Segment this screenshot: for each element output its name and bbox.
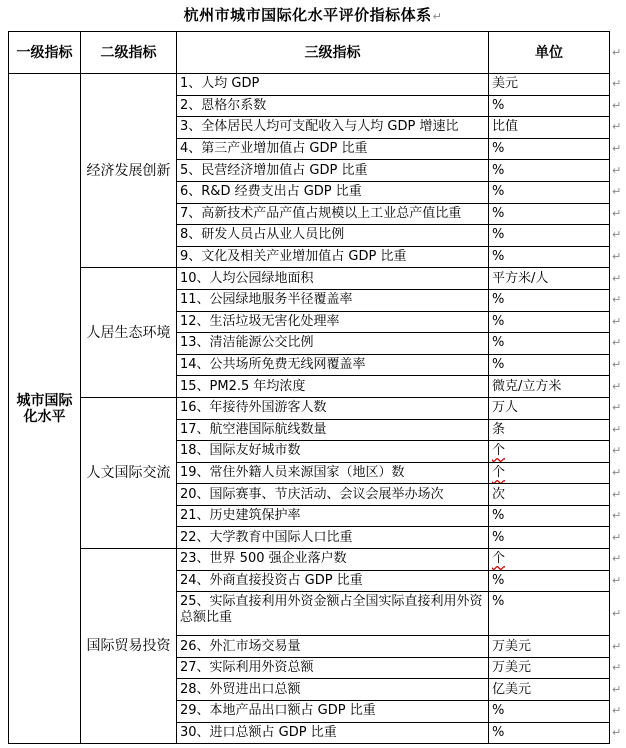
- indicator-table: [8, 31, 610, 744]
- level3-cell: 22、大学教育中国际人口比重: [177, 527, 489, 549]
- paragraph-mark-icon: ↵: [612, 606, 622, 620]
- level3-cell: 6、R&D 经费支出占 GDP 比重: [177, 181, 489, 203]
- paragraph-mark-icon: ↵: [612, 358, 622, 372]
- paragraph-mark-icon: ↵: [612, 45, 622, 59]
- level3-cell: 10、人均公园绿地面积: [177, 268, 489, 290]
- unit-cell: %: [489, 181, 610, 203]
- level3-cell: 23、世界 500 强企业落户数: [177, 549, 489, 571]
- paragraph-mark-icon: ↵: [612, 530, 622, 544]
- unit-cell: 比值: [489, 117, 610, 139]
- paragraph-mark-icon: ↵: [612, 379, 622, 393]
- header-level2: 二级指标: [81, 32, 177, 74]
- unit-cell: 亿美元: [489, 679, 610, 701]
- unit-cell: %: [489, 570, 610, 592]
- paragraph-mark-icon: ↵: [612, 142, 622, 156]
- paragraph-mark-icon: ↵: [612, 185, 622, 199]
- unit-cell: %: [489, 160, 610, 182]
- unit-cell: %: [489, 505, 610, 527]
- paragraph-mark-icon: ↵: [612, 271, 622, 285]
- level3-cell: 13、清洁能源公交比例: [177, 333, 489, 355]
- unit-cell: 万人: [489, 397, 610, 419]
- level3-cell: 15、PM2.5 年均浓度: [177, 376, 489, 398]
- unit-cell: 个: [489, 549, 610, 571]
- level3-cell: 4、第三产业增加值占 GDP 比重: [177, 138, 489, 160]
- unit-cell: %: [489, 289, 610, 311]
- paragraph-mark-icon: ↵: [432, 10, 443, 23]
- paragraph-mark-icon: ↵: [612, 552, 622, 566]
- table-header-row: [9, 32, 610, 74]
- header-unit: 单位: [489, 32, 610, 74]
- header-level1: 一级指标: [9, 32, 81, 74]
- unit-cell: 美元: [489, 74, 610, 96]
- paragraph-mark-icon: ↵: [612, 250, 622, 264]
- paragraph-mark-icon: ↵: [612, 314, 622, 328]
- unit-cell: %: [489, 592, 610, 636]
- level3-cell: 9、文化及相关产业增加值占 GDP 比重: [177, 246, 489, 268]
- paragraph-mark-icon: ↵: [612, 336, 622, 350]
- unit-cell: 次: [489, 484, 610, 506]
- unit-cell: %: [489, 311, 610, 333]
- unit-cell: 平方米/人: [489, 268, 610, 290]
- level3-cell: 21、历史建筑保护率: [177, 505, 489, 527]
- level3-cell: 7、高新技术产品产值占规模以上工业总产值比重: [177, 203, 489, 225]
- level3-cell: 18、国际友好城市数: [177, 441, 489, 463]
- paragraph-mark-icon: ↵: [612, 465, 622, 479]
- paragraph-mark-icon: ↵: [612, 704, 622, 718]
- paragraph-mark-icon: ↵: [612, 509, 622, 523]
- table-row: [9, 74, 610, 96]
- unit-cell: 个: [489, 462, 610, 484]
- level3-cell: 12、生活垃圾无害化处理率: [177, 311, 489, 333]
- table-row: [9, 397, 610, 419]
- paragraph-mark-icon: ↵: [612, 98, 622, 112]
- unit-cell: %: [489, 203, 610, 225]
- level2-cell: 经济发展创新: [81, 74, 177, 268]
- level3-cell: 19、常住外籍人员来源国家（地区）数: [177, 462, 489, 484]
- level3-cell: 28、外贸进出口总额: [177, 679, 489, 701]
- level3-cell: 29、本地产品出口额占 GDP 比重: [177, 701, 489, 723]
- level3-cell: 14、公共场所免费无线网覆盖率: [177, 354, 489, 376]
- level3-cell: 27、实际利用外资总额: [177, 657, 489, 679]
- paragraph-mark-icon: ↵: [612, 487, 622, 501]
- level3-cell: 1、人均 GDP: [177, 74, 489, 96]
- paragraph-mark-icon: ↵: [612, 401, 622, 415]
- paragraph-mark-icon: ↵: [612, 293, 622, 307]
- paragraph-mark-icon: ↵: [612, 725, 622, 739]
- unit-cell: %: [489, 527, 610, 549]
- table-row: [9, 549, 610, 571]
- table-row: [9, 268, 610, 290]
- level3-cell: 2、恩格尔系数: [177, 95, 489, 117]
- unit-cell: %: [489, 333, 610, 355]
- paragraph-mark-icon: ↵: [612, 77, 622, 91]
- unit-cell: 条: [489, 419, 610, 441]
- paragraph-mark-icon: ↵: [612, 163, 622, 177]
- level3-cell: 16、年接待外国游客人数: [177, 397, 489, 419]
- level3-cell: 8、研发人员占从业人员比例: [177, 225, 489, 247]
- unit-cell: %: [489, 138, 610, 160]
- unit-cell: %: [489, 722, 610, 744]
- header-level3: 三级指标: [177, 32, 489, 74]
- paragraph-mark-icon: ↵: [612, 422, 622, 436]
- unit-cell: 微克/立方米: [489, 376, 610, 398]
- level3-cell: 20、国际赛事、节庆活动、会议会展举办场次: [177, 484, 489, 506]
- unit-cell: %: [489, 225, 610, 247]
- level3-cell: 26、外汇市场交易量: [177, 636, 489, 658]
- paragraph-marks-column: [612, 0, 624, 748]
- level3-cell: 11、公园绿地服务半径覆盖率: [177, 289, 489, 311]
- page-title: 杭州市城市国际化水平评价指标体系↵: [183, 6, 443, 24]
- level3-cell: 25、实际直接利用外资金额占全国实际直接利用外资总额比重: [177, 592, 489, 636]
- paragraph-mark-icon: ↵: [612, 228, 622, 242]
- level3-cell: 30、进口总额占 GDP 比重: [177, 722, 489, 744]
- level1-cell: 城市国际化水平: [9, 74, 81, 744]
- unit-cell: 万美元: [489, 636, 610, 658]
- paragraph-mark-icon: ↵: [612, 682, 622, 696]
- paragraph-mark-icon: ↵: [612, 639, 622, 653]
- unit-cell: %: [489, 246, 610, 268]
- paragraph-mark-icon: ↵: [612, 573, 622, 587]
- level2-cell: 国际贸易投资: [81, 549, 177, 744]
- unit-cell: %: [489, 354, 610, 376]
- paragraph-mark-icon: ↵: [612, 120, 622, 134]
- level3-cell: 24、外商直接投资占 GDP 比重: [177, 570, 489, 592]
- unit-cell: 万美元: [489, 657, 610, 679]
- paragraph-mark-icon: ↵: [612, 444, 622, 458]
- paragraph-mark-icon: ↵: [612, 661, 622, 675]
- unit-cell: %: [489, 95, 610, 117]
- level3-cell: 5、民营经济增加值占 GDP 比重: [177, 160, 489, 182]
- level3-cell: 3、全体居民人均可支配收入与人均 GDP 增速比: [177, 117, 489, 139]
- unit-cell: %: [489, 701, 610, 723]
- level2-cell: 人居生态环境: [81, 268, 177, 398]
- paragraph-mark-icon: ↵: [612, 206, 622, 220]
- level3-cell: 17、航空港国际航线数量: [177, 419, 489, 441]
- unit-cell: 个: [489, 441, 610, 463]
- level2-cell: 人文国际交流: [81, 397, 177, 548]
